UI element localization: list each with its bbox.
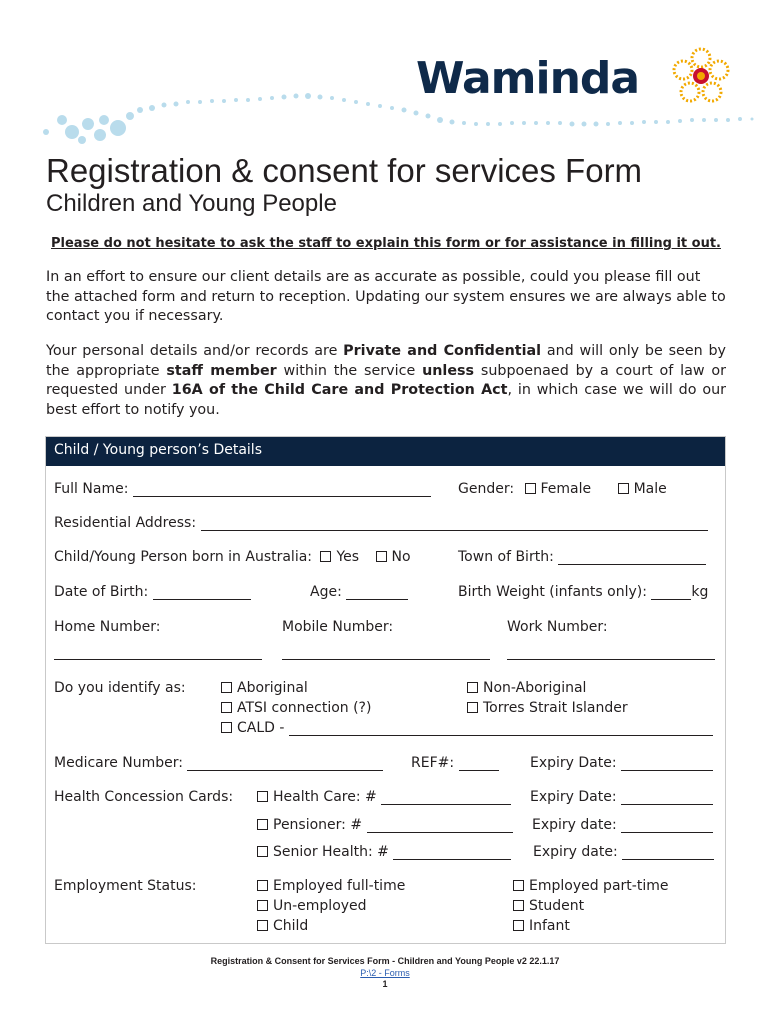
pensioner-field[interactable] [257,817,513,833]
pensioner-expiry-label: Expiry date: [532,817,617,833]
dob-line[interactable] [153,586,251,600]
cald-label: CALD - [237,720,285,736]
infant-option[interactable] [513,918,570,934]
female-checkbox[interactable] [525,483,536,494]
ref-label: REF#: [411,755,455,771]
senior-health-line[interactable] [393,846,511,860]
torres-checkbox[interactable] [467,702,478,713]
waminda-logo [416,48,639,108]
senior-expiry-line[interactable] [622,846,714,860]
full-name-label: Full Name: [54,481,129,497]
decorative-dots [0,80,770,150]
student-checkbox[interactable] [513,900,524,911]
brand-wordmark: Waminda [416,52,640,104]
born-yes-checkbox[interactable] [320,551,331,562]
flower-icon [670,46,732,108]
birth-weight-field[interactable] [458,584,708,600]
identify-label: Do you identify as: [54,680,186,696]
emp-part-label: Employed part-time [529,878,669,894]
health-care-expiry-line[interactable] [621,791,713,805]
senior-expiry-label: Expiry date: [533,844,618,860]
assistance-notice: Please do not hesitate to ask the staff to explain this form or for assistance in filling it out. [51,236,721,251]
aboriginal-option[interactable] [221,680,308,696]
emp-part-option[interactable] [513,878,668,894]
born-australia-label: Child/Young Person born in Australia: [54,549,313,565]
full-name-line[interactable] [133,483,431,497]
town-birth-label: Town of Birth: [458,549,554,565]
infant-checkbox[interactable] [513,920,524,931]
medicare-field[interactable] [54,755,383,771]
senior-health-checkbox[interactable] [257,846,268,857]
residential-address-line[interactable] [201,517,708,531]
student-label: Student [529,898,585,914]
age-line[interactable] [346,586,408,600]
female-label: Female [540,481,592,497]
section-header: Child / Young person’s Details [46,437,725,466]
footer-page-number: 1 [382,979,388,989]
footer-path-link[interactable]: P:\2 - Forms [360,968,410,978]
form-title: Registration & consent for services Form [46,152,643,189]
full-name-field[interactable] [54,481,431,497]
pensioner-expiry-line[interactable] [621,819,713,833]
residential-address-label: Residential Address: [54,515,197,531]
torres-label: Torres Strait Islander [483,700,628,716]
born-australia-field [54,549,411,565]
cald-checkbox[interactable] [221,722,232,733]
unemployed-label: Un-employed [273,898,367,914]
emp-part-checkbox[interactable] [513,880,524,891]
ref-line[interactable] [459,757,499,771]
kg-unit: kg [691,584,709,600]
child-label: Child [273,918,309,934]
atsi-label: ATSI connection (?) [237,700,372,716]
student-option[interactable] [513,898,584,914]
age-field[interactable] [310,584,408,600]
medicare-expiry-field[interactable] [530,755,713,771]
birth-weight-line[interactable] [651,586,691,600]
health-care-field[interactable] [257,789,511,805]
born-no-checkbox[interactable] [376,551,387,562]
pensioner-expiry-field[interactable] [532,817,713,833]
health-care-checkbox[interactable] [257,791,268,802]
born-no-label: No [391,549,411,565]
dob-field[interactable] [54,584,251,600]
health-care-expiry-label: Expiry Date: [530,789,617,805]
aboriginal-checkbox[interactable] [221,682,232,693]
gender-label: Gender: [458,481,515,497]
health-care-line[interactable] [381,791,511,805]
torres-option[interactable] [467,700,628,716]
pensioner-label: Pensioner: # [273,817,363,833]
emp-full-checkbox[interactable] [257,880,268,891]
dob-label: Date of Birth: [54,584,149,600]
form-subtitle: Children and Young People [46,190,337,217]
residential-address-field[interactable] [54,515,708,531]
work-number-label: Work Number: [507,619,608,635]
mobile-number-line[interactable] [282,659,490,660]
non-aboriginal-checkbox[interactable] [467,682,478,693]
home-number-line[interactable] [54,659,262,660]
cald-option[interactable] [221,720,713,736]
male-label: Male [633,481,667,497]
birth-weight-label: Birth Weight (infants only): [458,584,647,600]
privacy-paragraph: Your personal details and/or records are Private and Confidential and will only be seen by the appropriate staff member within the service unless subpoenaed by a court of law or requested under 16A of the Child Care and Protection Act, in which case we will do our best effort to notify you. [46,343,727,418]
male-checkbox[interactable] [618,483,629,494]
concession-label: Health Concession Cards: [54,789,234,805]
medicare-line[interactable] [187,757,383,771]
age-label: Age: [310,584,342,600]
child-checkbox[interactable] [257,920,268,931]
aboriginal-label: Aboriginal [237,680,308,696]
town-birth-line[interactable] [558,551,706,565]
child-option[interactable] [257,918,308,934]
non-aboriginal-label: Non-Aboriginal [483,680,587,696]
medicare-expiry-line[interactable] [621,757,713,771]
pensioner-line[interactable] [367,819,513,833]
home-number-label: Home Number: [54,619,161,635]
infant-label: Infant [529,918,570,934]
employment-label: Employment Status: [54,878,197,894]
health-care-expiry-field[interactable] [530,789,713,805]
mobile-number-label: Mobile Number: [282,619,394,635]
emp-full-label: Employed full-time [273,878,406,894]
town-birth-field[interactable] [458,549,706,565]
senior-health-label: Senior Health: # [273,844,389,860]
medicare-label: Medicare Number: [54,755,183,771]
unemployed-option[interactable] [257,898,367,914]
pensioner-checkbox[interactable] [257,819,268,830]
cald-line[interactable] [289,722,713,736]
unemployed-checkbox[interactable] [257,900,268,911]
born-yes-label: Yes [336,549,360,565]
health-care-label: Health Care: # [273,789,377,805]
senior-expiry-field[interactable] [533,844,714,860]
ref-field[interactable] [411,755,499,771]
work-number-line[interactable] [507,659,715,660]
atsi-option[interactable] [221,700,371,716]
footer-form-version: Registration & Consent for Services Form - Children and Young People v2 22.1.17 [210,956,560,966]
atsi-checkbox[interactable] [221,702,232,713]
senior-health-field[interactable] [257,844,511,860]
emp-full-option[interactable] [257,878,405,894]
non-aboriginal-option[interactable] [467,680,586,696]
gender-field [458,481,667,497]
medicare-expiry-label: Expiry Date: [530,755,617,771]
intro-paragraph: In an effort to ensure our client details are as accurate as possible, could you please fill out the attached form and return to reception. Updating our system ensures we are always able to contact you if necessary. [46,269,726,324]
